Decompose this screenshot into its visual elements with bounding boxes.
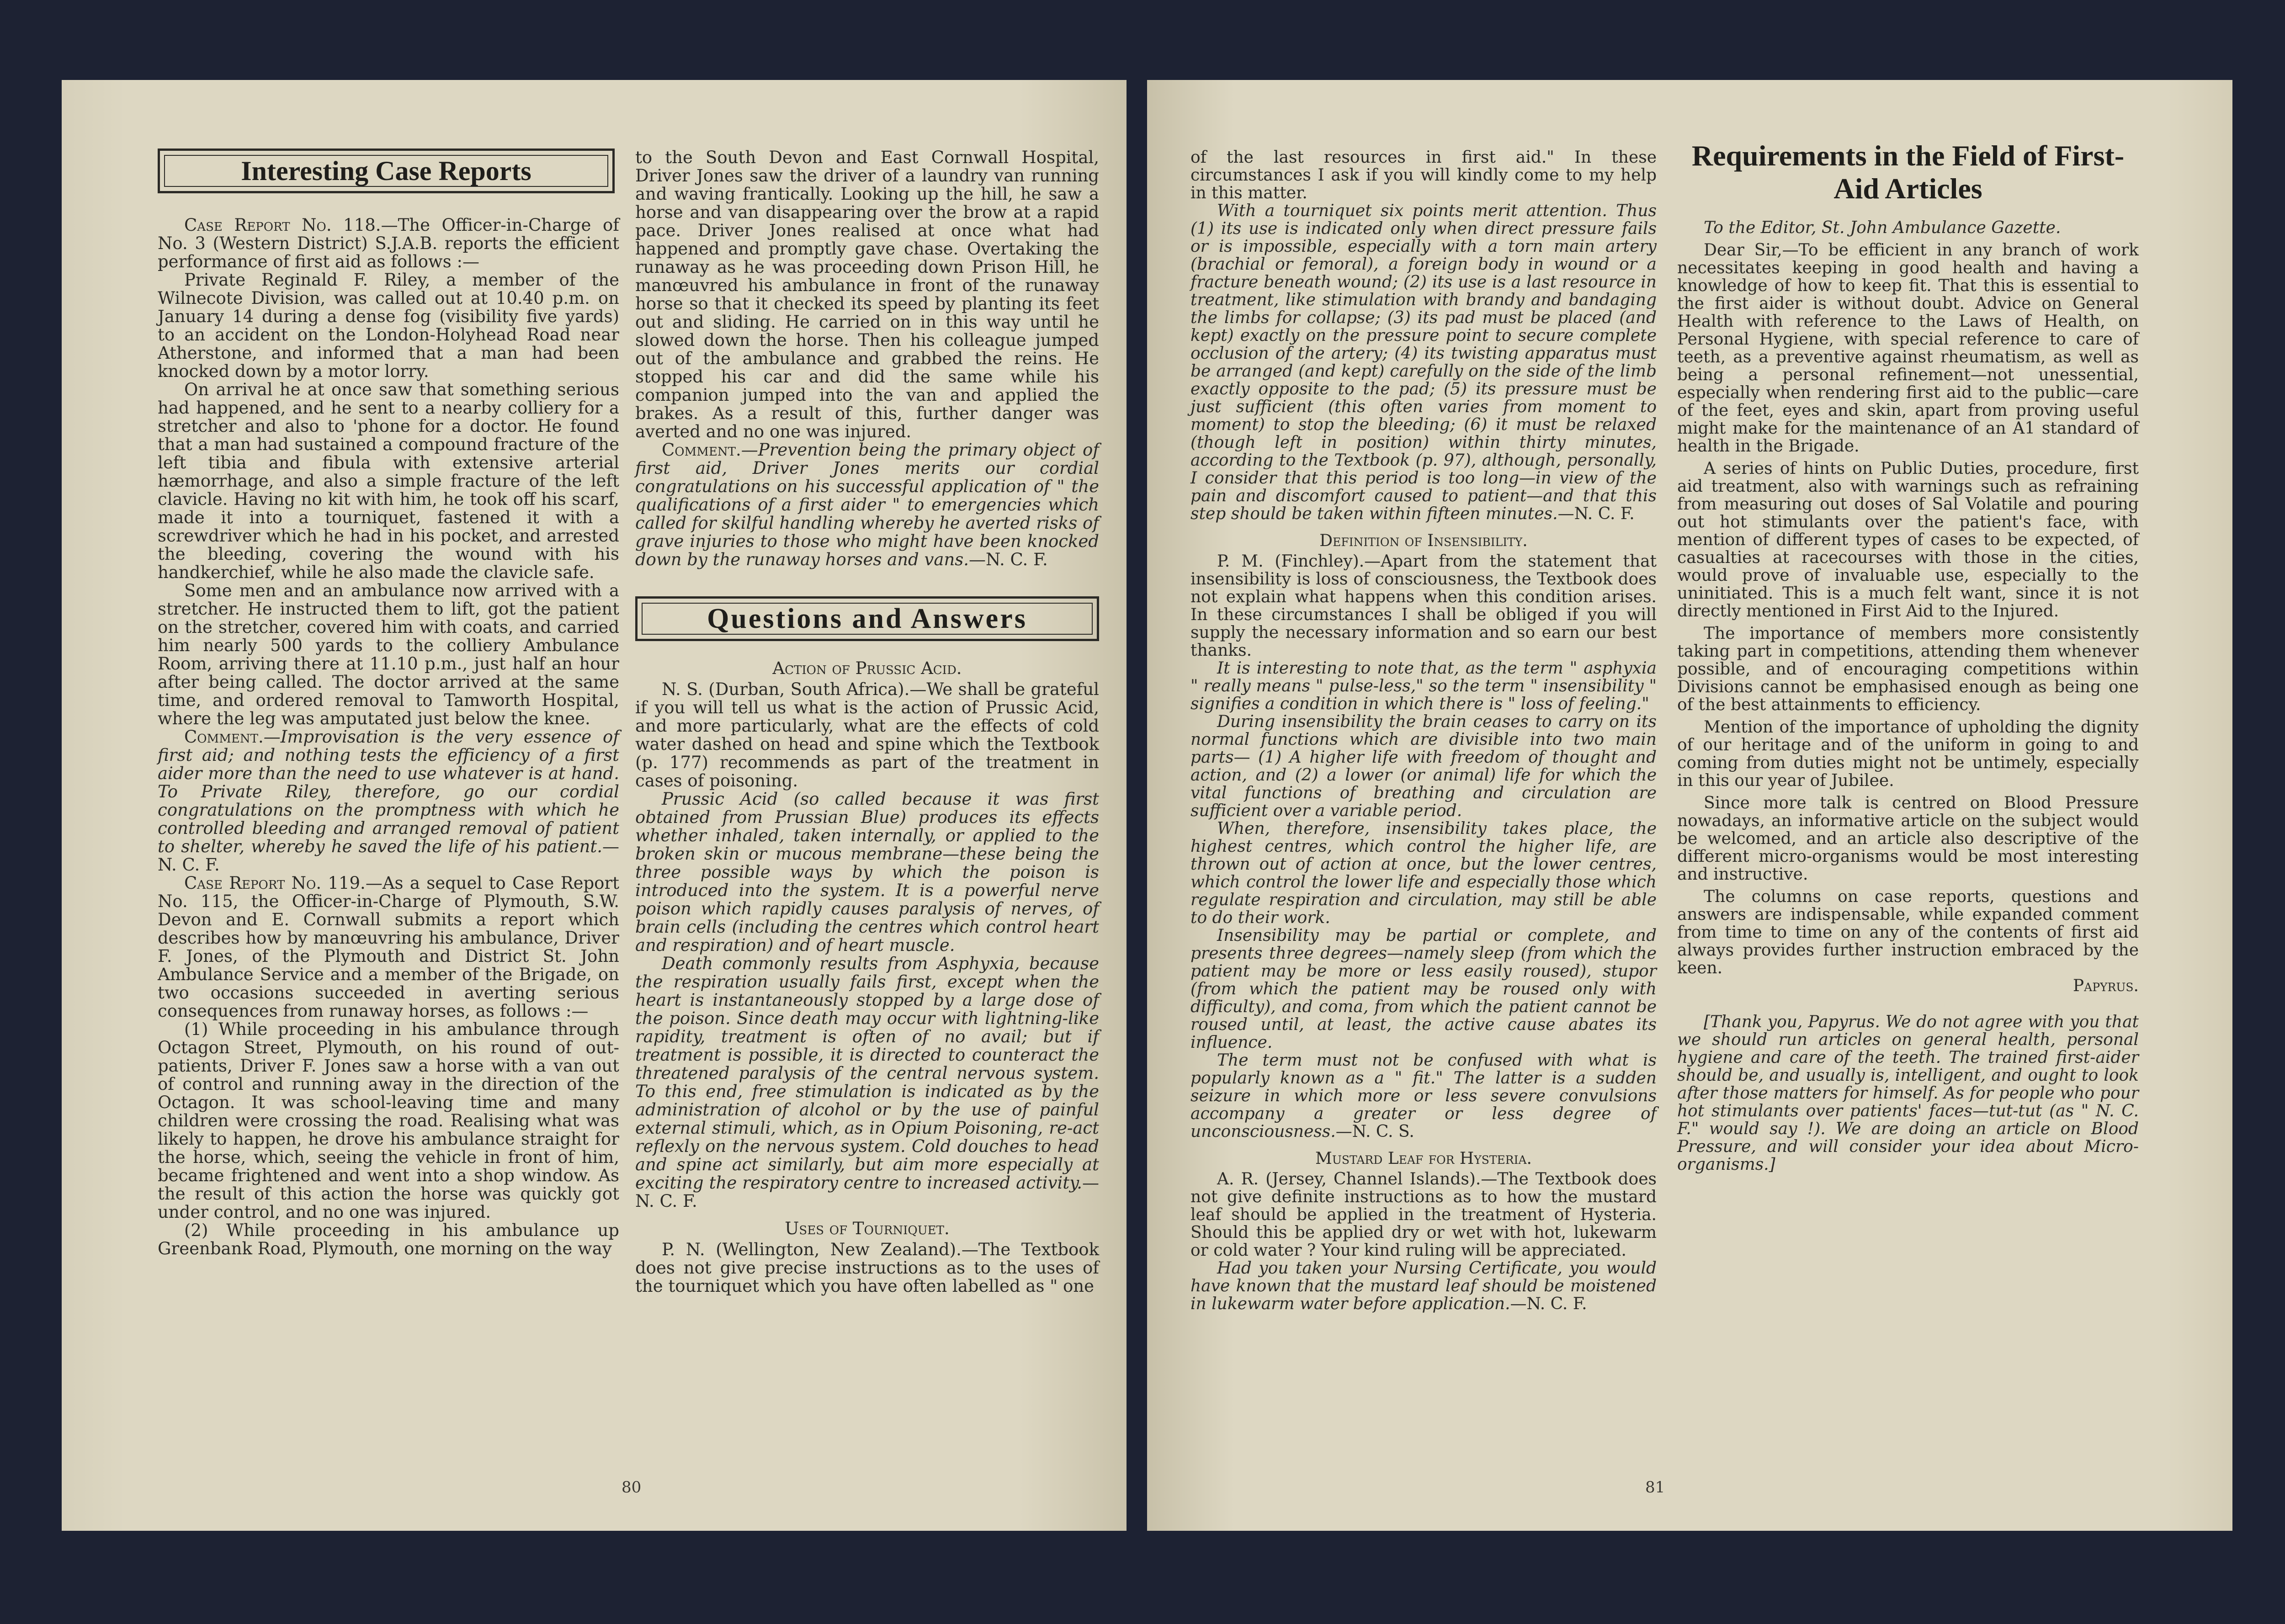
case-report-118 [158, 216, 619, 271]
case-118-paragraph-3: Some men and an ambulance now arrived with a stretcher. He instructed them to lift, got the patient on the stretcher, covered him with coats, and carried him nearly 500 yards to the colliery Ambulance Room, arriving there at 11.10 p.m., just half an hour after being called. The doctor arrived at the same time, and ordered removal to Tamworth Hospital, where the leg was amputated just below the knee. [158, 581, 619, 728]
insensibility-answer-5 [1190, 1051, 1657, 1141]
letter-paragraph-2: A series of hints on Public Duties, procedure, first aid treatment, also with warnings such as refraining from measuring out doses of Sal Volatile and pouring out hot stimulants over the patient's face, with mention of different types of cases to be expected, of casualties at racecourses with those in the cities, would prove of invaluable use, especially to the uninitiated. This is a much felt want, since it is not directly mentioned in First Aid to the Injured. [1677, 459, 2139, 621]
requirements-title: Requirements in the Field of First-Aid Articles [1691, 139, 2125, 205]
mustard-leaf-answer-text: Had you taken your Nursing Certificate, you would have known that the mustard leaf should be moistened in lukewarm water before application. [1190, 1259, 1657, 1313]
case-report-118-text: —The Officer-in-Charge of No. 3 (Western District) S.J.A.B. reports the efficient performance of first aid as follows :— [158, 215, 619, 271]
letter-paragraph-6: The columns on case reports, questions and answers are indispensable, while expanded comment from time to time on any of the contents of first aid always provides further instruction embraced by the keen. [1677, 887, 2139, 977]
prussic-acid-answer-2 [635, 955, 1099, 1210]
case-119-paragraph-2: (2) While proceeding in his ambulance up Greenbank Road, Plymouth, one morning on the way [158, 1221, 619, 1258]
left-column-2 [635, 149, 1099, 1295]
prussic-acid-sign: —N. C. F. [635, 1173, 1099, 1211]
insensibility-answer-5-text: The term must not be confused with what is popularly known as a " fit." The latter is a sudden seizure in which more or less severe convulsions accompany a greater or less degree of unconsciousness. [1190, 1051, 1657, 1141]
questions-answers-heading [635, 596, 1099, 641]
case-119-paragraph-1: (1) While proceeding in his ambulance through Octagon Street, Plymouth, on his round of out-patients, Driver F. Jones saw a horse with a van out of control and running away in the direction of the Octagon. It was school-leaving time and many children were crossing the road. Realising what was likely to happen, he drove his ambulance straight for the horse, which, seeing the vehicle in front of him, became frightened and went into a shop window. As the result of this action the horse was quickly got under control, and no one was injured. [158, 1019, 619, 1222]
case-report-119 [158, 874, 619, 1020]
mustard-leaf-answer [1190, 1259, 1657, 1313]
prussic-acid-answer-1: Prussic Acid (so called because it was first obtained from Prussian Blue) produces its effects whether inhaled, taken internally, or applied to the broken skin or mucous membrane—these being the three possible ways by which the poison is introduced into the system. It is a powerful nerve poison which rapidly causes paralysis of nerves, of brain cells (including the centres which control heart and respiration) and of heart muscle. [635, 789, 1099, 955]
editor-reply: [Thank you, Papyrus. We do not agree with you that we should run articles on general health, personal hygiene and care of the teeth. The trained first-aider should be, and usually is, intelligent, and ought to look after those matters for himself. As for people who pour hot stimulants over patients' faces—tut-tut (as " N. C. F." would say !). We are doing an article on Blood Pressure, and will consider your idea about Micro-organisms.] [1677, 1013, 2139, 1174]
page-number-left: 80 [622, 1478, 642, 1497]
letter-paragraph-3: The importance of members more consistently taking part in competitions, attending them whenever possible, and of encouraging competitions within Divisions cannot be emphasised enough as being one of the best attainments to efficiency. [1677, 624, 2139, 714]
prussic-acid-answer-2-text: Death commonly results from Asphyxia, because the respiration usually fails first, except when the heart is instantaneously stopped by a large dose of the poison. Since death may occur with lightning-like rapidity, treatment is often of no avail; but if treatment is possible, it is directed to counteract the threatened paralysis of the central nervous system. To this end, free stimulation is indicated as by the administration of alcohol or by the use of painful external stimuli, which, as in Opium Poisoning, re-act reflexly on the nervous system. Cold douches to head and spine act similarly, but aim more especially at exciting the respiratory centre to increased activity. [635, 954, 1099, 1193]
mustard-leaf-heading: Mustard Leaf for Hysteria. [1315, 1149, 1532, 1168]
case-119-paragraph-3: to the South Devon and East Cornwall Hospital, Driver Jones saw the driver of a laundry van running and waving frantically. Looking up the hill, he saw a horse and van disappearing over the brow at a rapid pace. Driver Jones realised at once what had happened and promptly gave chase. Overtaking the runaway as he was proceeding down Prison Hill, he manœuvred his ambulance in front of the runaway horse so that it checked its speed by planting its feet out and sliding. He carried on in this way until he slowed down the horse. Then his colleague jumped out of the ambulance and grabbed the reins. He stopped his car and did the same while his companion jumped into the van and applied the brakes. As a result of this, further danger was averted and no one was injured. [635, 148, 1099, 441]
insensibility-question: P. M. (Finchley).—Apart from the statement that insensibility is loss of consciousness, the Textbook does not explain what happens when this condition arises. In these circumstances I shall be obliged if you will supply the necessary information and so earn our best thanks. [1190, 552, 1657, 660]
prussic-acid-question: N. S. (Durban, South Africa).—We shall be grateful if you will tell us what is the action of Prussic Acid, and more particularly, what are the effects of cold water dashed on head and spine which the Textbook (p. 177) recommends as part of the treatment in cases of poisoning. [635, 679, 1099, 791]
tourniquet-answer [1190, 202, 1657, 523]
letter-paragraph-5: Since more talk is centred on Blood Pressure nowadays, an informative article on the subject would be welcomed, and an article also descriptive of the different micro-organisms would be most interesting and instructive. [1677, 794, 2139, 884]
tourniquet-sign: —N. C. F. [1557, 504, 1635, 523]
comment-2-lead: Comment. [662, 440, 741, 460]
right-column-2 [1677, 139, 2139, 1173]
case-reports-heading [158, 149, 615, 193]
left-page [62, 80, 1127, 1531]
case-report-118-lead: Case Report No. 118. [184, 215, 381, 235]
comment-1 [158, 728, 619, 874]
prussic-acid-heading: Action of Prussic Acid. [772, 658, 962, 678]
comment-1-sign: —N. C. F. [158, 837, 619, 875]
comment-2 [635, 441, 1099, 569]
insensibility-answer-4: Insensibility may be partial or complete, and presents three degrees—namely sleep (from which the patient may be more or less easily roused), stupor (from which the patient may be roused only with difficulty), and coma, from which the patient cannot be roused until, at least, the active cause abates its influence. [1190, 926, 1657, 1052]
right-page [1147, 80, 2232, 1531]
letter-paragraph-1: Dear Sir,—To be efficient in any branch of work necessitates keeping in good health and having a knowledge of how to keep fit. That this is essential to the first aider is without doubt. Advice on General Health with reference to the Laws of Health, on Personal Hygiene, with special reference to care of teeth, as a preventive against rheumatism, as well as being a personal refinement—not unessential, especially when rendering first aid to the public—care of the feet, eyes and skin, apart from proving useful might make for the maintenance of an A1 standard of health in the Brigade. [1677, 241, 2139, 456]
case-118-paragraph-2: On arrival he at once saw that something serious had happened, and he sent to a nearby colliery for a stretcher and also to 'phone for a doctor. He found that a man had sustained a compound fracture of the left tibia and fibula with extensive arterial hæmorrhage, and also a simple fracture of the left clavicle. Having no kit with him, he took off his scarf, made it into a tourniquet, fastened it with a screwdriver which he had in his pocket, and arrested the bleeding, covering the wound with his handkerchief, while he also made the clavicle safe. [158, 380, 619, 582]
tourniquet-heading: Uses of Tourniquet. [785, 1219, 950, 1238]
left-column-1 [158, 149, 619, 1258]
letter-signature: Papyrus. [2072, 977, 2139, 995]
insensibility-answer-3: When, therefore, insensibility takes place, the highest centres, which control the higher life, are thrown out of action at once, but the lower centres, which control the lower life and especially those which regulate respiration and circulation, may still be able to do their work. [1190, 819, 1657, 927]
case-reports-title: Interesting Case Reports [241, 156, 531, 186]
tourniquet-question-cont: of the last resources in first aid." In these circumstances I ask if you will kindly come to my help in this matter. [1190, 148, 1657, 202]
case-118-paragraph-1: Private Reginald F. Riley, a member of the Wilnecote Division, was called out at 10.40 p.m. on January 14 during a dense fog (visibility five yards) to an accident on the London-Holyhead Road near Atherstone, and informed that a man had been knocked down by a motor lorry. [158, 270, 619, 381]
insensibility-answer-1: It is interesting to note that, as the term " asphyxia " really means " pulse-less," so the term " insensibility " signifies a condition in which there is " loss of feeling." [1190, 659, 1657, 713]
mustard-leaf-question: A. R. (Jersey, Channel Islands).—The Textbook does not give definite instructions as to how the mustard leaf should be applied in the treatment of Hysteria. Should this be applied dry or wet with hot, lukewarm or cold water ? Your kind ruling will be appreciated. [1190, 1170, 1657, 1260]
tourniquet-question: P. N. (Wellington, New Zealand).—The Textbook does not give precise instructions as to the uses of the tourniquet which you have often labelled as " one [635, 1240, 1099, 1296]
comment-1-lead: Comment. [184, 727, 264, 747]
insensibility-sign: —N. C. S. [1335, 1122, 1414, 1141]
letter-paragraph-4: Mention of the importance of upholding the dignity of our heritage and of the uniform in going to and coming from duties might not be untimely, especially in this our year of Jubilee. [1677, 718, 2139, 790]
mustard-leaf-sign: —N. C. F. [1510, 1295, 1587, 1313]
insensibility-answer-2: During insensibility the brain ceases to carry on its normal functions which are divisible into two main parts— (1) A higher life with freedom of thought and action, and (2) a lower (or animal) life for which the vital functions of breathing and circulation are sufficient over a variable period. [1190, 712, 1657, 820]
case-report-119-lead: Case Report No. 119. [184, 873, 366, 893]
tourniquet-answer-text: With a tourniquet six points merit attention. Thus (1) its use is indicated only when direct pressure fails or is impossible, especially with a torn main artery (brachial or femoral), a foreign body in wound or a fracture beneath wound; (2) its use is a last resource in treatment, like stimulation with brandy and bandaging the limbs for collapse; (3) its pad must be placed (and kept) exactly on the pressure point to secure complete occlusion of the artery; (4) its twisting apparatus must be arranged (and kept) carefully on the side of the limb exactly opposite to the pad; (5) its pressure must be just sufficient (this often varies from moment to moment) to stop the bleeding; (6) it must be relaxed (though left in position) within thirty minutes, according to the Textbook (p. 97), although, personally, I consider that this period is too long—in view of the pain and discomfort caused to patient—and that this step should be taken within fifteen minutes. [1190, 202, 1657, 523]
page-number-right: 81 [1645, 1478, 1665, 1497]
comment-2-sign: —N. C. F. [969, 550, 1048, 569]
questions-answers-title: Questions and Answers [707, 603, 1027, 634]
insensibility-heading: Definition of Insensibility. [1319, 531, 1528, 550]
to-the-editor: To the Editor, St. John Ambulance Gazette. [1704, 218, 2061, 237]
right-column-1 [1190, 149, 1657, 1313]
comment-2-text: —Prevention being the primary object of first aid, Driver Jones merits our cordial congratulations on his successful application of " the qualifications of a first aider " to emergencies which called for skilful handling whereby he averted risks of grave injuries to those who might have been knocked down by the runaway horses and vans. [635, 440, 1099, 569]
comment-1-text: —Improvisation is the very essence of first aid; and nothing tests the efficiency of a first aider more than the need to use whatever is at hand. To Private Riley, therefore, go our cordial congratulations on the promptness with which he controlled bleeding and arranged removal of patient to shelter, whereby he saved the life of his patient. [158, 727, 619, 856]
case-report-119-text: —As a sequel to Case Report No. 115, the Officer-in-Charge of Plymouth, S.W. Devon and E. Cornwall submits a report which describes how by manœuvring his ambulance, Driver F. Jones, of the Plymouth and District St. John Ambulance Service and a member of the Brigade, on two occasions succeeded in averting serious consequences from runaway horses, as follows :— [158, 873, 620, 1021]
